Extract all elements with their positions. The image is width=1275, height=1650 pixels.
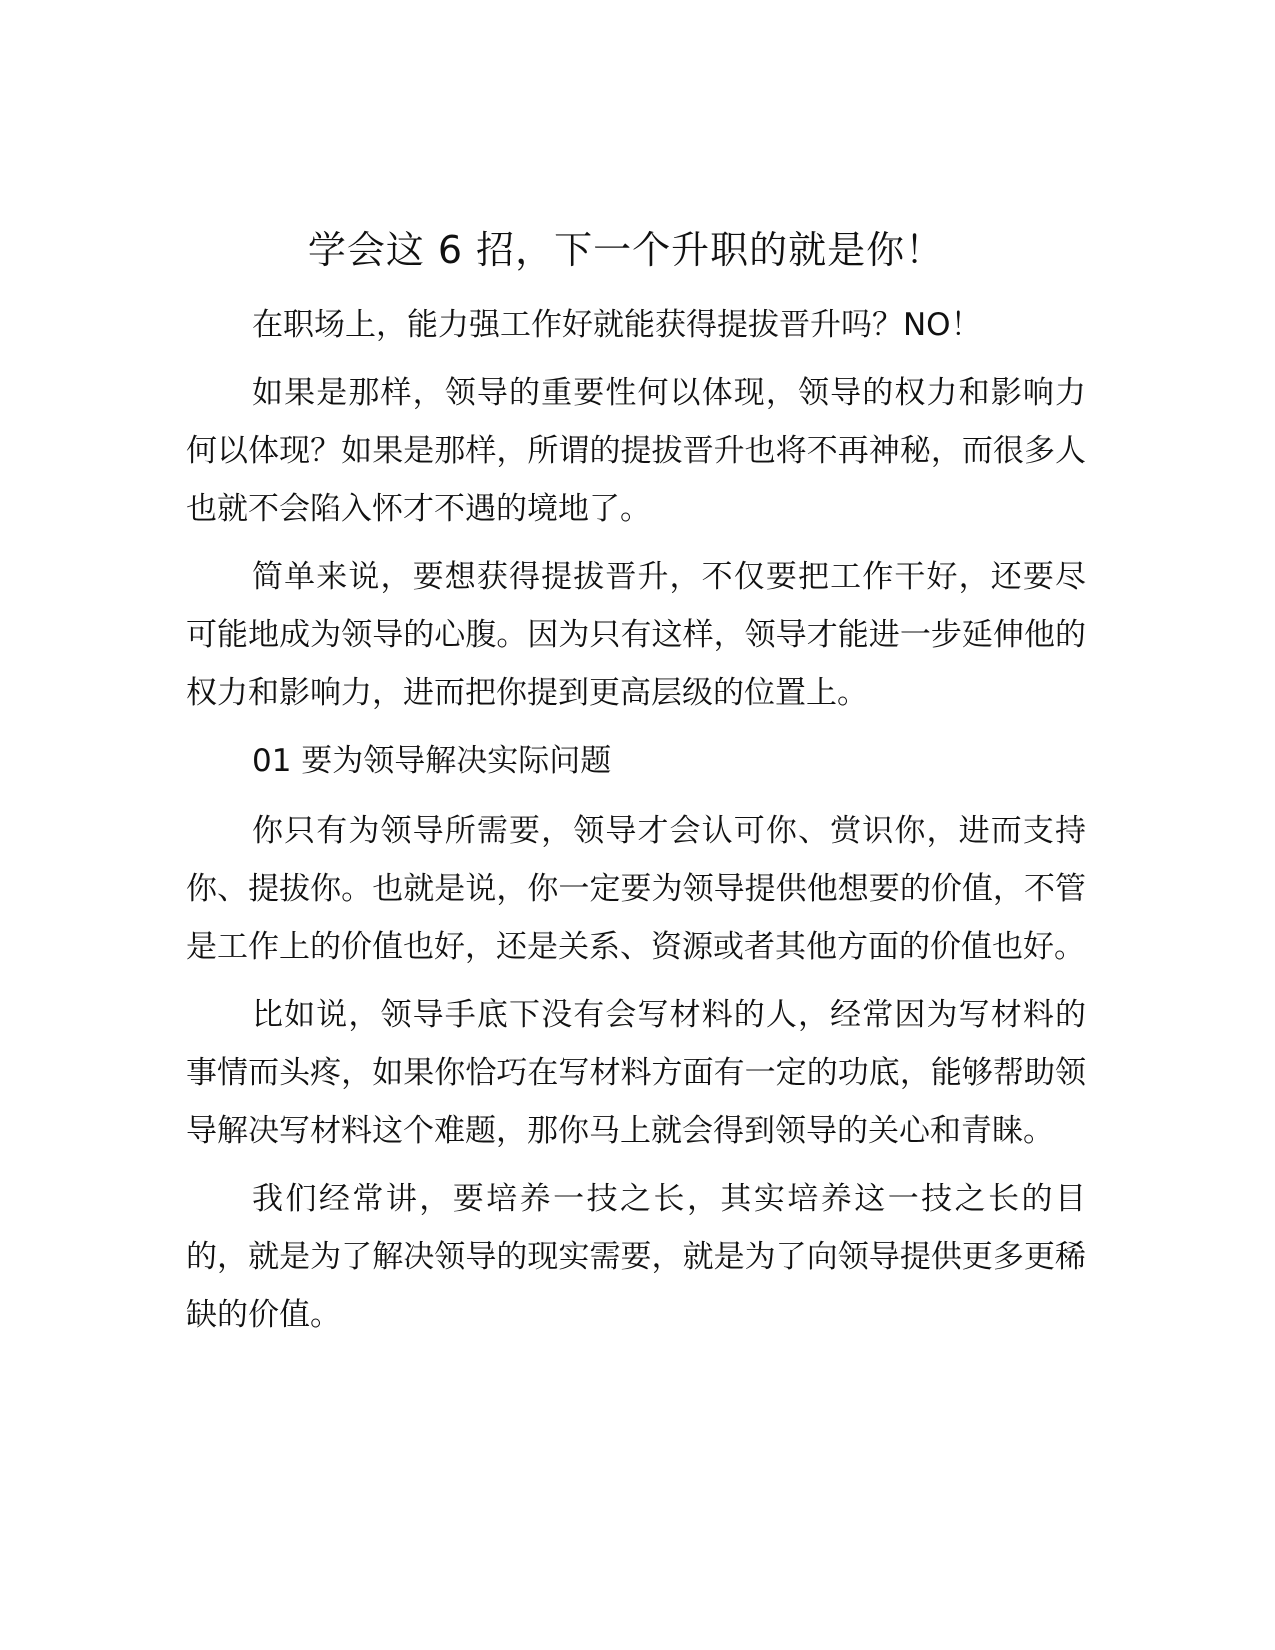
section1-paragraph-3: 我们经常讲，要培养一技之长，其实培养这一技之长的目的，就是为了解决领导的现实需要，就是为了向领导提供更多更稀缺的价值。 — [186, 1181, 1086, 1333]
section1-paragraph-2: 比如说，领导手底下没有会写材料的人，经常因为写材料的事情而头疼，如果你恰巧在写材料方面有一定的功底，能够帮助领导解决写材料这个难题，那你马上就会得到领导的关心和青睐。 — [186, 997, 1086, 1149]
section-heading-01: 01 要为领导解决实际问题 — [252, 743, 612, 779]
document-body — [186, 218, 1086, 1354]
section1-paragraph-1: 你只有为领导所需要，领导才会认可你、赏识你，进而支持你、提拔你。也就是说，你一定要为领导提供他想要的价值，不管是工作上的价值也好，还是关系、资源或者其他方面的价值也好。 — [186, 813, 1086, 965]
intro-paragraph-3: 简单来说，要想获得提拔晋升，不仅要把工作干好，还要尽可能地成为领导的心腹。因为只有这样，领导才能进一步延伸他的权力和影响力，进而把你提到更高层级的位置上。 — [186, 559, 1086, 711]
page-title: 学会这 6 招，下一个升职的就是你！ — [307, 228, 945, 272]
intro-paragraph-2: 如果是那样，领导的重要性何以体现，领导的权力和影响力何以体现？如果是那样，所谓的提拔晋升也将不再神秘，而很多人也就不会陷入怀才不遇的境地了。 — [186, 375, 1086, 527]
intro-paragraph-1: 在职场上，能力强工作好就能获得提拔晋升吗？NO！ — [252, 307, 982, 343]
